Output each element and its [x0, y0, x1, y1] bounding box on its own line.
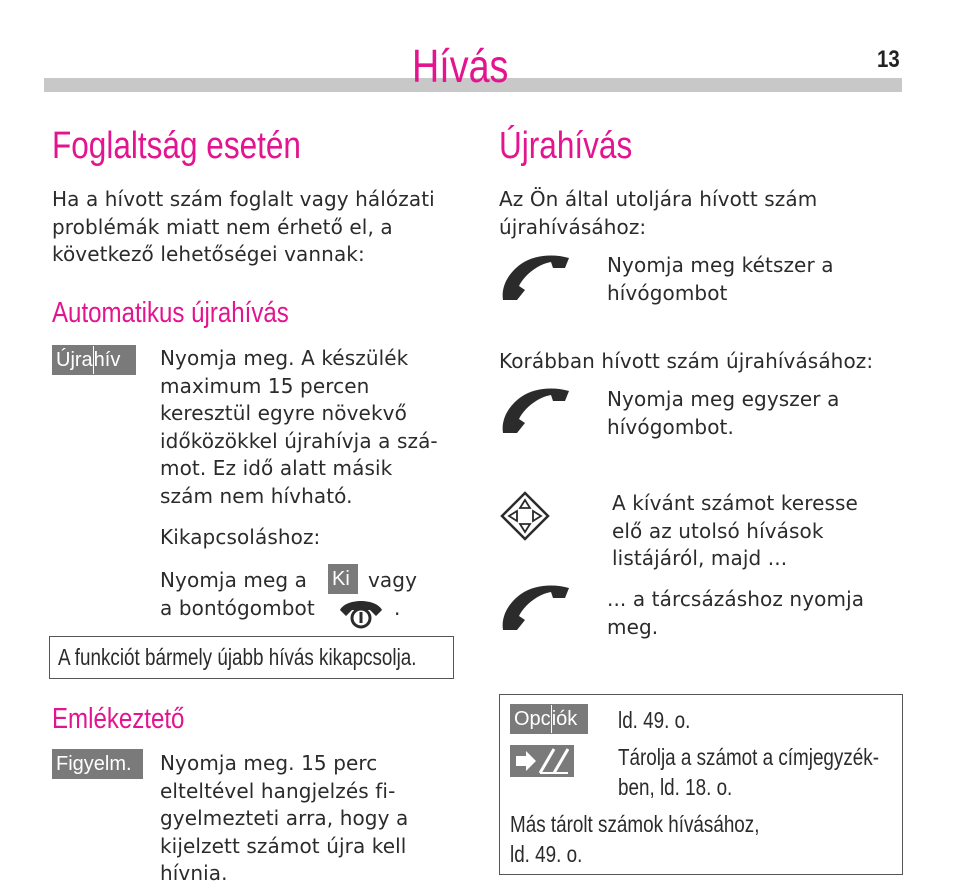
- text-line: listájáról, majd ...: [612, 546, 788, 570]
- step2-text: [607, 386, 839, 441]
- options-ref: ld. 49. o.: [618, 707, 691, 733]
- text-line: Más tárolt számok hívásához,: [510, 811, 760, 837]
- text-line: kijelzett számot újra kell: [160, 833, 407, 858]
- end-key-icon: [336, 592, 386, 634]
- text-line: Tárolja a számot a címjegyzék-: [618, 744, 879, 770]
- text-line: hívógombot: [607, 280, 728, 305]
- heading-reminder: Emlékeztető: [52, 703, 185, 735]
- text-line: Nyomja meg. 15 perc: [160, 751, 378, 775]
- auto-redial-text: [160, 345, 438, 510]
- softkey-label-part: hív: [93, 349, 121, 371]
- earlier-label: Korábban hívott szám újrahívásához:: [499, 349, 874, 373]
- text-line: ... a tárcsázáshoz nyomja: [607, 587, 865, 611]
- options-softkey[interactable]: [510, 704, 588, 734]
- busy-intro-line: problémák miatt nem érhető el, a: [52, 214, 393, 239]
- other-numbers-text: [510, 809, 759, 869]
- call-key-icon: [499, 582, 571, 634]
- save-ref: [618, 742, 879, 802]
- note-box: [49, 636, 454, 679]
- navigation-key-icon: [500, 491, 550, 541]
- text-line: időközökkel újrahívja a szá-: [160, 428, 438, 453]
- text-line: ld. 49. o.: [510, 841, 583, 867]
- text-line: hívógombot.: [607, 414, 734, 439]
- page-title: Hívás: [412, 40, 509, 92]
- text-line: maximum 15 percen: [160, 373, 370, 398]
- text-line: Nyomja meg. A készülék: [160, 346, 409, 370]
- text-line: mot. Ez idő alatt másik: [160, 456, 393, 480]
- busy-intro: [52, 186, 435, 269]
- step4-text: [607, 586, 864, 641]
- call-key-icon: [499, 252, 571, 304]
- note-text: A funkciót bármely újabb hívás kikapcsolja.: [58, 644, 417, 670]
- text-line: Az Ön által utoljára hívott szám: [499, 187, 818, 211]
- step3-text: [612, 490, 858, 573]
- busy-intro-line: következő lehetőségei vannak:: [52, 242, 365, 266]
- save-to-phonebook-icon[interactable]: [510, 745, 574, 777]
- softkey-label-part: iók: [551, 708, 578, 730]
- text-line: keresztül egyre növekvő: [160, 401, 407, 425]
- text-line: újrahívásához:: [499, 214, 647, 239]
- off-text-b: vagy: [368, 568, 418, 592]
- heading-busy: Foglaltság esetén: [52, 125, 301, 167]
- text-line: Nyomja meg egyszer a: [607, 387, 840, 411]
- reminder-text: [160, 750, 408, 888]
- off-text-a: Nyomja meg a: [160, 568, 307, 592]
- text-line: elteltével hangjelzés fi-: [160, 778, 396, 803]
- off-label: Kikapcsoláshoz:: [160, 525, 321, 549]
- off-softkey[interactable]: Ki: [328, 564, 358, 594]
- text-line: meg.: [607, 614, 659, 639]
- text-line: A kívánt számot keresse: [612, 491, 858, 515]
- off-line-2: a bontógombot: [160, 596, 315, 620]
- reminder-softkey[interactable]: Figyelm.: [52, 749, 143, 779]
- text-line: elő az utolsó hívások: [612, 518, 824, 543]
- text-line: hívnia.: [160, 861, 228, 885]
- off-line-2-end: .: [394, 596, 401, 620]
- text-line: gyelmezteti arra, hogy a: [160, 806, 409, 830]
- call-key-icon: [499, 385, 571, 437]
- redial-softkey[interactable]: [52, 345, 136, 375]
- step1-text: [607, 252, 834, 307]
- softkey-label-part: Opc: [514, 708, 551, 730]
- text-line: ben, ld. 18. o.: [618, 774, 733, 800]
- heading-auto-redial: Automatikus újrahívás: [52, 297, 289, 329]
- redial-intro: [499, 186, 817, 241]
- softkey-label-part: Újra: [56, 349, 93, 371]
- off-line-1: [160, 567, 307, 595]
- heading-redial: Újrahívás: [499, 125, 633, 167]
- page-number: 13: [877, 46, 900, 73]
- text-line: szám nem hívható.: [160, 483, 353, 508]
- text-line: Nyomja meg kétszer a: [607, 253, 834, 277]
- busy-intro-line: Ha a hívott szám foglalt vagy hálózati: [52, 187, 435, 211]
